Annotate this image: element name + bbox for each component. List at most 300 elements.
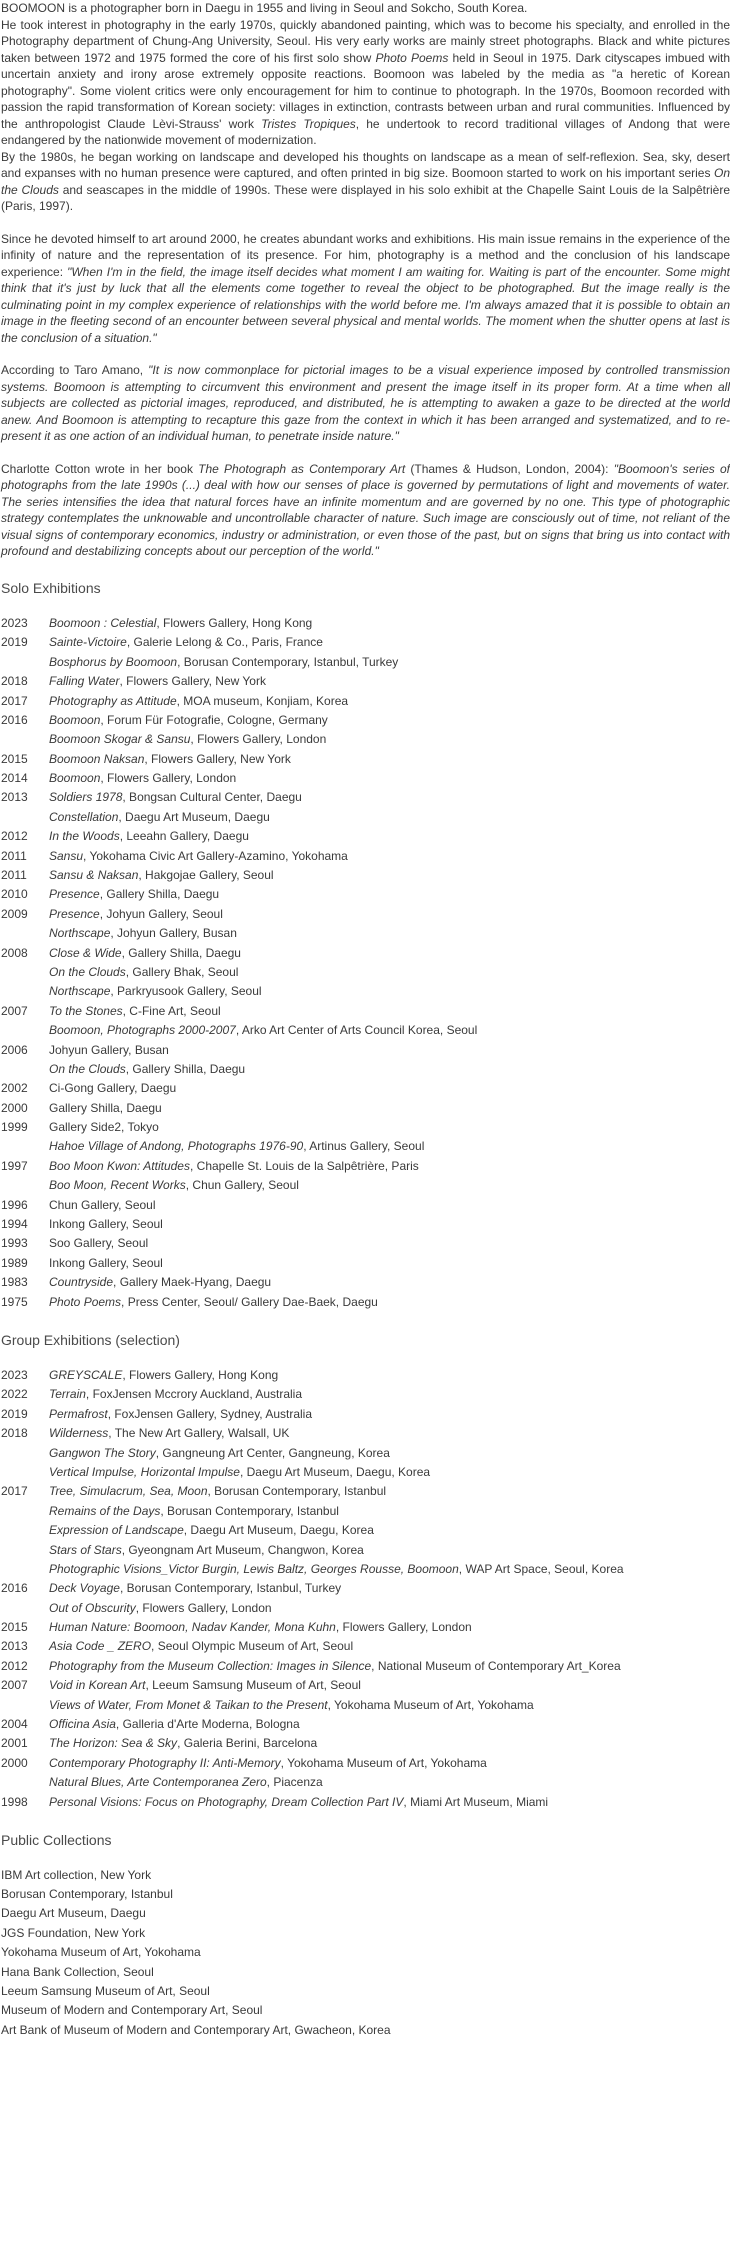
public-collections-list — [1, 1866, 730, 2041]
exhibition-entry — [49, 1561, 624, 1578]
exhibition-entry — [49, 1100, 162, 1117]
italic-title: Northscape — [49, 926, 111, 941]
exhibition-row — [1, 1443, 730, 1462]
text-run: , Galleria d'Arte Moderna, Bologna — [115, 1717, 300, 1732]
exhibition-row — [1, 963, 730, 982]
bio-paragraph — [1, 461, 730, 560]
exhibition-row — [1, 1773, 730, 1792]
exhibition-row — [1, 1618, 730, 1637]
exhibition-entry — [49, 828, 249, 845]
exhibition-entry — [49, 1197, 156, 1214]
text-run: , Bongsan Cultural Center, Daegu — [122, 790, 302, 805]
exhibition-entry — [49, 789, 302, 806]
exhibition-entry — [49, 1138, 424, 1155]
bio-paragraph — [1, 17, 730, 149]
exhibition-entry — [49, 1216, 163, 1233]
exhibition-entry — [49, 848, 348, 865]
exhibition-row — [1, 1482, 730, 1501]
exhibition-entry — [49, 1274, 271, 1291]
text-run: , Flowers Gallery, Hong Kong — [122, 1368, 279, 1382]
collection-item: Borusan Contemporary, Istanbul — [1, 1886, 173, 1901]
exhibition-entry — [49, 1658, 621, 1675]
text-run: , Gallery Shilla, Daegu — [121, 945, 241, 960]
italic-title: On the Clouds — [1, 166, 730, 197]
exhibition-row — [1, 1366, 730, 1385]
italic-title: To the Stones — [49, 1003, 123, 1018]
text-run: , Daegu Art Museum, Daegu — [118, 809, 270, 824]
bio-paragraph — [1, 231, 730, 347]
exhibition-year: 2017 — [1, 1484, 28, 1499]
exhibition-year: 2000 — [1, 1100, 28, 1115]
exhibition-row — [1, 1215, 730, 1234]
exhibition-year: 2008 — [1, 945, 28, 960]
exhibition-year: 1998 — [1, 1794, 28, 1809]
exhibition-year: 1975 — [1, 1294, 28, 1309]
italic-title: On the Clouds — [49, 1061, 126, 1076]
exhibition-row — [1, 1715, 730, 1734]
exhibition-entry — [49, 1119, 159, 1136]
italic-title: Deck Voyage — [49, 1581, 120, 1596]
bio-paragraph — [1, 362, 730, 445]
exhibition-row — [1, 827, 730, 846]
exhibition-row — [1, 1753, 730, 1772]
exhibition-entry — [49, 770, 236, 787]
italic-title: On the Clouds — [49, 964, 126, 979]
exhibition-entry — [49, 1503, 339, 1520]
exhibition-row — [1, 1137, 730, 1156]
exhibition-entry — [49, 1425, 289, 1442]
text-run: , Gallery Shilla, Daegu — [125, 1061, 246, 1076]
italic-title: Terrain — [49, 1387, 86, 1402]
exhibition-entry — [49, 1716, 300, 1733]
exhibition-year: 2010 — [1, 887, 28, 902]
text-run: , Gangneung Art Center, Gangneung, Korea — [155, 1445, 390, 1460]
exhibition-row — [1, 1156, 730, 1175]
public-collections-heading: Public Collections — [1, 1831, 112, 1848]
exhibition-entry — [49, 673, 266, 690]
exhibition-row — [1, 788, 730, 807]
exhibition-row — [1, 1234, 730, 1253]
text-run: Gallery Shilla, Daegu — [49, 1100, 162, 1115]
exhibition-year: 2015 — [1, 751, 28, 766]
italic-title: Expression of Landscape — [49, 1523, 184, 1538]
exhibition-entry — [49, 1677, 361, 1694]
exhibition-year: 2011 — [1, 868, 27, 883]
text-run: , Parkryusook Gallery, Seoul — [110, 984, 262, 999]
italic-title: Tristes Tropiques — [261, 116, 356, 131]
text-run: , Borusan Contemporary, Istanbul — [160, 1503, 339, 1518]
exhibition-row — [1, 749, 730, 768]
text-run: , Gallery Shilla, Daegu — [99, 887, 220, 902]
exhibition-year: 2012 — [1, 1658, 28, 1673]
text-run: , MOA museum, Konjiam, Korea — [176, 693, 349, 708]
italic-title: Constellation — [49, 809, 119, 824]
italic-title: Permafrost — [49, 1406, 108, 1421]
bio-paragraph — [1, 0, 730, 17]
exhibition-row — [1, 1424, 730, 1443]
exhibition-entry — [49, 867, 274, 884]
exhibition-row — [1, 866, 730, 885]
exhibition-entry — [49, 1042, 169, 1059]
exhibition-entry — [49, 809, 270, 826]
italic-title: Boomoon, Photographs 2000-2007 — [49, 1023, 236, 1038]
italic-title: The Photograph as Contemporary Art — [198, 461, 406, 476]
exhibition-year: 2022 — [1, 1387, 28, 1402]
italic-title: Boomoon Naksan — [49, 751, 145, 766]
text-run: , Leeahn Gallery, Daegu — [119, 829, 249, 844]
exhibition-year: 2011 — [1, 848, 27, 863]
exhibition-row — [1, 1521, 730, 1540]
exhibition-row — [1, 1079, 730, 1098]
text-run: , Forum Für Fotografie, Cologne, Germany — [100, 712, 328, 727]
text-run: , Chapelle St. Louis de la Salpêtrière, Paris — [189, 1158, 419, 1173]
exhibition-row — [1, 1540, 730, 1559]
collection-item: Art Bank of Museum of Modern and Contemporary Art, Gwacheon, Korea — [1, 2022, 391, 2037]
italic-title: Falling Water — [49, 674, 120, 689]
text-run: , The New Art Gallery, Walsall, UK — [108, 1426, 290, 1441]
exhibition-row — [1, 633, 730, 652]
exhibition-entry — [49, 693, 348, 710]
exhibition-year: 1997 — [1, 1158, 28, 1173]
exhibition-row — [1, 1559, 730, 1578]
exhibition-year: 2019 — [1, 635, 28, 650]
exhibition-row — [1, 1734, 730, 1753]
exhibition-entry — [49, 731, 326, 748]
exhibition-row — [1, 904, 730, 923]
italic-title: Bosphorus by Boomoon — [49, 654, 178, 669]
text-run: held in Seoul in 1975. Dark cityscapes imbued with uncertain anxiety and irony arose extremely opposite reactions. Boomoon was labeled by the media as "a heretic of Korean photography". Some violent critics were only encouragement for him to continue to photograph. In the 1970s, Boomoon recorded with passion the rapid transformation of Korean society: villages in extinction, contrasts between urban and rural communities. Influenced by the anthropologist Claude Lèvi-Strauss' work — [1, 50, 730, 131]
exhibition-year: 2014 — [1, 771, 28, 786]
exhibition-year: 1996 — [1, 1197, 28, 1212]
italic-title: Photography as Attitude — [49, 693, 177, 708]
text-run: Inkong Gallery, Seoul — [49, 1217, 163, 1232]
collection-item: JGS Foundation, New York — [1, 1925, 146, 1940]
italic-title: Photography from the Museum Collection: Images in Silence — [49, 1658, 372, 1673]
text-run: , Gyeongnam Art Museum, Changwon, Korea — [121, 1542, 364, 1557]
text-run: Charlotte Cotton wrote in her book — [1, 461, 199, 476]
collection-item: Yokohama Museum of Art, Yokohama — [1, 1945, 201, 1960]
text-run: , Daegu Art Museum, Daegu, Korea — [183, 1523, 374, 1538]
italic-title: Personal Visions: Focus on Photography, Dream Collection Part IV — [49, 1794, 404, 1809]
text-run: , Daegu Art Museum, Daegu, Korea — [239, 1464, 431, 1479]
paragraph-spacer — [1, 445, 730, 461]
solo-exhibitions-list — [1, 614, 730, 1312]
exhibition-entry — [49, 1464, 430, 1481]
exhibition-entry — [49, 615, 312, 632]
exhibition-row — [1, 1695, 730, 1714]
exhibition-entry — [49, 1022, 477, 1039]
text-run: Chun Gallery, Seoul — [49, 1197, 156, 1212]
text-run: , Seoul Olympic Museum of Art, Seoul — [151, 1639, 354, 1654]
exhibition-row — [1, 1404, 730, 1423]
italic-title: Human Nature: Boomoon, Nadav Kander, Mona Kuhn — [49, 1620, 336, 1635]
exhibition-entry — [49, 1255, 163, 1272]
exhibition-row — [1, 1273, 730, 1292]
italic-title: Close & Wide — [49, 945, 122, 960]
text-run: , Borusan Contemporary, Istanbul, Turkey — [177, 654, 399, 669]
exhibition-year: 2013 — [1, 790, 28, 805]
exhibition-entry — [49, 1235, 148, 1252]
exhibition-row — [1, 1501, 730, 1520]
italic-title: Vertical Impulse, Horizontal Impulse — [49, 1464, 240, 1479]
text-run: , Yokohama Museum of Art, Yokohama — [280, 1755, 487, 1770]
exhibition-row — [1, 1292, 730, 1311]
italic-title: Void in Korean Art — [49, 1678, 146, 1693]
text-run: , FoxJensen Mccrory Auckland, Australia — [85, 1387, 303, 1402]
text-run: , Flowers Gallery, Hong Kong — [156, 615, 313, 630]
exhibition-entry — [49, 906, 223, 923]
exhibition-entry — [49, 886, 219, 903]
exhibition-year: 2004 — [1, 1717, 28, 1732]
exhibition-entry — [49, 712, 328, 729]
exhibition-entry — [49, 1445, 390, 1462]
text-run: , Artinus Gallery, Seoul — [303, 1139, 425, 1154]
italic-title: "When I'm in the field, the image itself decides what moment I am waiting for. Waiting is part of the encounter. Some might think that it's just by luck that all the elements come together to reveal the object to be photographed. But the image really is the culminating point in my complex experience of relationships with the world before me. I'm always amazed that it is possible to obtain an image in the fleeting second of an encounter between several physical and mental worlds. The moment when the shutter opens at last is the conclusion of a situation." — [1, 264, 730, 345]
paragraph-spacer — [1, 215, 730, 231]
exhibition-year: 2001 — [1, 1736, 28, 1751]
text-run: , Yokohama Civic Art Gallery-Azamino, Yokohama — [83, 848, 348, 863]
exhibition-entry — [49, 751, 291, 768]
italic-title: Boomoon : Celestial — [49, 615, 157, 630]
group-exhibitions-list — [1, 1366, 730, 1812]
text-run: , Galerie Lelong & Co., Paris, France — [126, 635, 323, 650]
exhibition-year: 2015 — [1, 1620, 28, 1635]
exhibition-row — [1, 652, 730, 671]
exhibition-entry — [49, 1522, 374, 1539]
exhibition-entry — [49, 945, 241, 962]
exhibition-year: 2009 — [1, 906, 28, 921]
group-exhibitions-heading: Group Exhibitions (selection) — [1, 1331, 180, 1348]
italic-title: Contemporary Photography II: Anti-Memory — [49, 1755, 281, 1770]
exhibition-row — [1, 807, 730, 826]
exhibition-year: 2016 — [1, 712, 28, 727]
exhibition-row — [1, 943, 730, 962]
exhibition-entry — [49, 925, 237, 942]
text-run: , Gallery Maek-Hyang, Daegu — [113, 1275, 272, 1290]
exhibition-row — [1, 730, 730, 749]
italic-title: Remains of the Days — [49, 1503, 161, 1518]
text-run: , FoxJensen Gallery, Sydney, Australia — [107, 1406, 313, 1421]
exhibition-entry — [49, 1483, 386, 1500]
exhibition-entry — [49, 1406, 312, 1423]
exhibition-entry — [49, 1697, 534, 1714]
exhibition-entry — [49, 1580, 341, 1597]
exhibition-entry — [49, 1386, 302, 1403]
text-run: , Gallery Bhak, Seoul — [125, 964, 239, 979]
exhibition-year: 1993 — [1, 1236, 28, 1251]
exhibition-year: 2023 — [1, 615, 28, 630]
exhibition-entry — [49, 1177, 299, 1194]
italic-title: Boomoon — [49, 712, 101, 727]
text-run: , Yokohama Museum of Art, Yokohama — [327, 1697, 534, 1712]
exhibition-row — [1, 1098, 730, 1117]
italic-title: Photo Poems — [49, 1294, 122, 1309]
exhibition-row — [1, 1676, 730, 1695]
text-run: , C-Fine Art, Seoul — [122, 1003, 221, 1018]
text-run: According to Taro Amano, — [1, 363, 149, 377]
text-run: , WAP Art Space, Seoul, Korea — [458, 1561, 624, 1576]
italic-title: "Boomoon's series of photographs from the late 1990s (...) deal with how our senses of place is governed by permutations of light and movements of water. The series intensifies the idea that natural forces have an infinite momentum and are governed by no one. This type of photographic strategy contemplates the unknowable and uncontrollable character of nature. Such image are consciously out of time, not reliant of the visual signs of contemporary economics, industry or administration, or even those of the past, but on signs that bring us into contact with profound and destabilizing concepts about our perception of the world." — [1, 461, 730, 558]
exhibition-entry — [49, 1294, 378, 1311]
italic-title: Sainte-Victoire — [49, 635, 127, 650]
italic-title: The Horizon: Sea & Sky — [49, 1736, 178, 1751]
exhibition-year: 2006 — [1, 1042, 28, 1057]
exhibition-row — [1, 614, 730, 633]
exhibition-row — [1, 1059, 730, 1078]
exhibition-year: 2007 — [1, 1003, 28, 1018]
text-run: , Galeria Berini, Barcelona — [177, 1736, 318, 1751]
exhibition-row — [1, 924, 730, 943]
text-run: He took interest in photography in the early 1970s, quickly abandoned painting, which was to become his specialty, and enrolled in the Photography department of Chung-Ang University, Seoul. His very early works are mainly street photographs. Black and white pictures taken between 1972 and 1975 formed the core of his first solo show — [1, 17, 730, 65]
exhibition-row — [1, 1656, 730, 1675]
text-run: , Miami Art Museum, Miami — [403, 1794, 549, 1809]
exhibition-row — [1, 1579, 730, 1598]
text-run: , Johyun Gallery, Busan — [110, 926, 237, 941]
exhibition-entry — [49, 1735, 317, 1752]
exhibition-entry — [49, 1774, 323, 1791]
exhibition-row — [1, 885, 730, 904]
italic-title: Tree, Simulacrum, Sea, Moon — [49, 1484, 208, 1499]
text-run: , he undertook to record traditional villages of Andong that were endangered by the nationwide movement of modernization. — [1, 116, 730, 147]
exhibition-row — [1, 691, 730, 710]
italic-title: Presence — [49, 906, 100, 921]
text-run: , Borusan Contemporary, Istanbul — [207, 1484, 387, 1499]
biography — [1, 0, 730, 560]
italic-title: Presence — [49, 887, 100, 902]
exhibition-year: 2016 — [1, 1581, 28, 1596]
exhibition-entry — [49, 1619, 472, 1636]
paragraph-spacer — [1, 346, 730, 362]
bio-paragraph — [1, 149, 730, 215]
exhibition-row — [1, 1598, 730, 1617]
exhibition-row — [1, 1195, 730, 1214]
solo-exhibitions-heading: Solo Exhibitions — [1, 579, 101, 596]
italic-title: Northscape — [49, 984, 111, 999]
exhibition-year: 1983 — [1, 1275, 28, 1290]
exhibition-year: 1989 — [1, 1255, 28, 1270]
italic-title: In the Woods — [49, 829, 120, 844]
exhibition-year: 2013 — [1, 1639, 28, 1654]
exhibition-row — [1, 1792, 730, 1811]
italic-title: Photo Poems — [375, 50, 449, 65]
exhibition-entry — [49, 1542, 364, 1559]
text-run: Since he devoted himself to art around 2000, he creates abundant works and exhibitions. His main issue remains in the experience of the infinity of nature and the representation of its presence. For him, photography is a method and the conclusion of his landscape experience: — [1, 231, 730, 279]
text-run: , Borusan Contemporary, Istanbul, Turkey — [119, 1581, 342, 1596]
italic-title: Stars of Stars — [49, 1542, 122, 1557]
collection-item: IBM Art collection, New York — [1, 1867, 152, 1882]
italic-title: Sansu — [49, 848, 84, 863]
exhibition-row — [1, 1176, 730, 1195]
text-run: , Flowers Gallery, London — [100, 771, 237, 786]
exhibition-year: 2018 — [1, 1426, 28, 1441]
text-run: , Press Center, Seoul/ Gallery Dae-Baek, Daegu — [121, 1294, 378, 1309]
exhibition-year: 2007 — [1, 1678, 28, 1693]
italic-title: "It is now commonplace for pictorial images to be a visual experience imposed by controlled transmission systems. Boomoon is attempting to circumvent this environment and present the image itself in its proper form. At a time when all subjects are collected as pictorial images, reproduced, and distributed, he is attempting to awaken a gaze to be directed at the world anew. And Boomoon is attempting to recapture this gaze from the context in which it has been arranged and systematized, and to re-present it as one action of an individual human, to penetrate inside nature." — [1, 363, 730, 443]
italic-title: Hahoe Village of Andong, Photographs 1976-90 — [49, 1139, 304, 1154]
italic-title: Soldiers 1978 — [49, 790, 123, 805]
exhibition-entry — [49, 654, 398, 671]
exhibition-entry — [49, 983, 262, 1000]
text-run: , Flowers Gallery, London — [190, 732, 327, 747]
exhibition-year: 2023 — [1, 1368, 28, 1382]
exhibition-row — [1, 1463, 730, 1482]
text-run: , Arko Art Center of Arts Council Korea, Seoul — [235, 1023, 478, 1038]
exhibition-row — [1, 1118, 730, 1137]
exhibition-row — [1, 1021, 730, 1040]
collection-item: Daegu Art Museum, Daegu — [1, 1906, 146, 1921]
exhibition-row — [1, 672, 730, 691]
exhibition-entry — [49, 1367, 278, 1384]
exhibition-entry — [49, 1600, 272, 1617]
text-run: , National Museum of Contemporary Art_Korea — [371, 1658, 621, 1673]
exhibition-entry — [49, 1794, 548, 1811]
text-run: and seascapes in the middle of 1990s. These were displayed in his solo exhibit at the Chapelle Saint Louis de la Salpêtrière (Paris, 1997). — [1, 182, 730, 213]
exhibition-entry — [49, 1003, 221, 1020]
exhibition-row — [1, 1637, 730, 1656]
exhibition-year: 2019 — [1, 1406, 28, 1421]
italic-title: Natural Blues, Arte Contemporanea Zero — [49, 1775, 267, 1790]
text-run: (Thames & Hudson, London, 2004): — [405, 461, 614, 476]
text-run: Inkong Gallery, Seoul — [49, 1255, 163, 1270]
exhibition-row — [1, 710, 730, 729]
italic-title: Boo Moon, Recent Works — [49, 1178, 186, 1193]
text-run: Gallery Side2, Tokyo — [49, 1120, 159, 1135]
text-run: , Leeum Samsung Museum of Art, Seoul — [145, 1678, 361, 1693]
text-run: , Flowers Gallery, London — [135, 1600, 272, 1615]
text-run: Johyun Gallery, Busan — [49, 1042, 169, 1057]
exhibition-entry — [49, 1638, 353, 1655]
italic-title: Out of Obscurity — [49, 1600, 136, 1615]
italic-title: Photographic Visions_Victor Burgin, Lewis Baltz, Georges Rousse, Boomoon — [49, 1561, 459, 1576]
text-run: , Flowers Gallery, New York — [144, 751, 291, 766]
text-run: , Hakgojae Gallery, Seoul — [138, 868, 274, 883]
exhibition-entry — [49, 1755, 487, 1772]
exhibition-row — [1, 1253, 730, 1272]
italic-title: Asia Code _ ZERO — [49, 1639, 152, 1654]
exhibition-row — [1, 846, 730, 865]
text-run: , Flowers Gallery, New York — [119, 674, 266, 689]
italic-title: Wilderness — [49, 1426, 109, 1441]
text-run: , Flowers Gallery, London — [335, 1620, 472, 1635]
italic-title: Views of Water, From Monet & Taikan to the Present — [49, 1697, 328, 1712]
text-run: Soo Gallery, Seoul — [49, 1236, 149, 1251]
text-run: Ci-Gong Gallery, Daegu — [49, 1081, 177, 1096]
italic-title: GREYSCALE — [49, 1368, 123, 1382]
italic-title: Sansu & Naksan — [49, 868, 139, 883]
exhibition-entry — [49, 1080, 176, 1097]
italic-title: Boomoon Skogar & Sansu — [49, 732, 191, 747]
text-run: BOOMOON is a photographer born in Daegu in 1955 and living in Seoul and Sokcho, South Korea. — [1, 1, 528, 15]
exhibition-row — [1, 769, 730, 788]
italic-title: Officina Asia — [49, 1717, 116, 1732]
italic-title: Boo Moon Kwon: Attitudes — [49, 1158, 190, 1173]
text-run: By the 1980s, he began working on landscape and developed his thoughts on landscape as a mean of self-reflexion. Sea, sky, desert and expanses with no human presence were captured, and often printed in big size. Boomoon started to work on his important series — [1, 149, 730, 180]
exhibition-year: 1994 — [1, 1217, 28, 1232]
exhibition-row — [1, 982, 730, 1001]
exhibition-entry — [49, 1061, 245, 1078]
exhibition-entry — [49, 964, 238, 981]
exhibition-year: 1999 — [1, 1120, 28, 1135]
text-run: , Chun Gallery, Seoul — [185, 1178, 299, 1193]
exhibition-entry — [49, 1158, 419, 1175]
exhibition-year: 2018 — [1, 674, 28, 689]
exhibition-row — [1, 1385, 730, 1404]
collection-item: Museum of Modern and Contemporary Art, Seoul — [1, 2003, 263, 2018]
italic-title: Countryside — [49, 1275, 114, 1290]
exhibition-year: 2012 — [1, 829, 28, 844]
text-run: , Johyun Gallery, Seoul — [99, 906, 223, 921]
exhibition-row — [1, 1040, 730, 1059]
